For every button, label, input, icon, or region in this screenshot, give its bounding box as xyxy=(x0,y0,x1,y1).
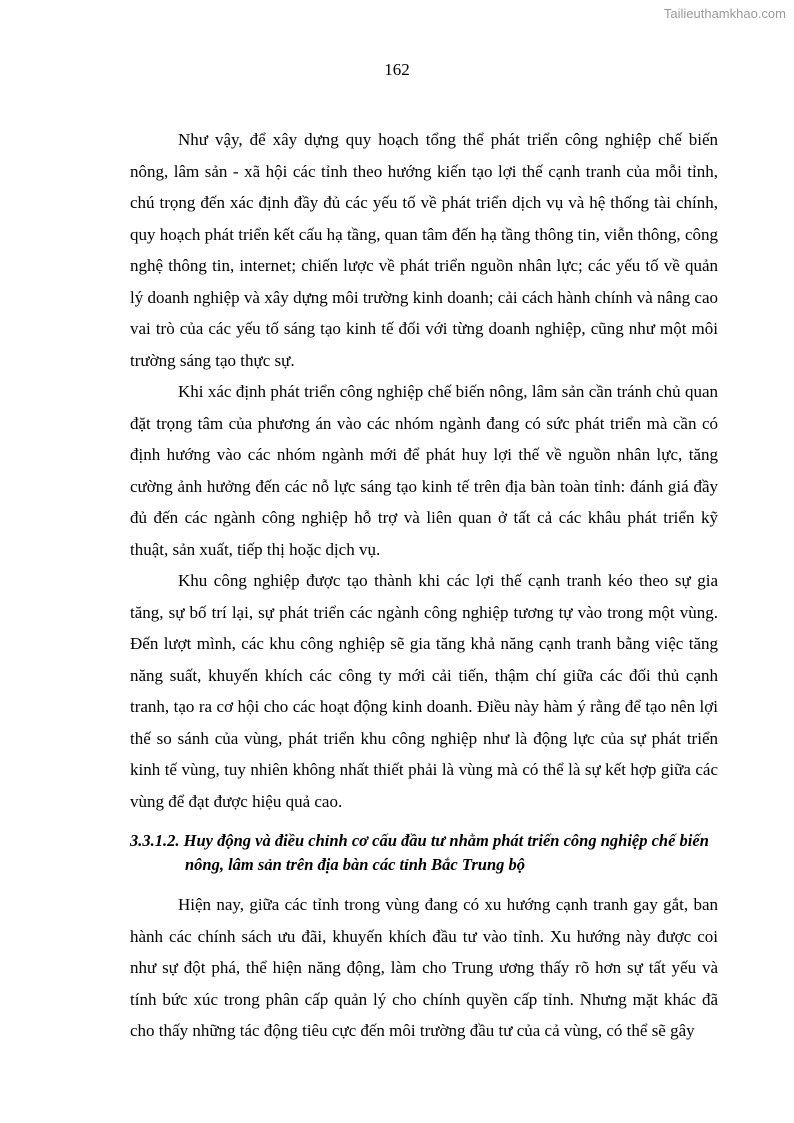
watermark-text: Tailieuthamkhao.com xyxy=(663,6,786,21)
paragraph-2: Khi xác định phát triển công nghiệp chế biến nông, lâm sản cần tránh chủ quan đặt trọng tâm của phương án vào các nhóm ngành đang có sức phát triển mà cần có định hướng vào các nhóm ngành mới để phát huy lợi thế về nguồn nhân lực, tăng cường ảnh hưởng đến các nỗ lực sáng tạo kinh tế trên địa bàn toàn tỉnh: đánh giá đầy đủ đến các ngành công nghiệp hỗ trợ và liên quan ở tất cả các khâu phát triển kỹ thuật, sản xuất, tiếp thị hoặc dịch vụ. xyxy=(130,382,718,559)
page-number: 162 xyxy=(384,60,410,79)
section-heading: 3.3.1.2. Huy động và điều chỉnh cơ cấu đầu tư nhằm phát triển công nghiệp chế biến nông, lâm sản trên địa bàn các tỉnh Bắc Trung bộ xyxy=(130,831,709,874)
document-body xyxy=(130,124,718,1047)
paragraph-4: Hiện nay, giữa các tỉnh trong vùng đang có xu hướng cạnh tranh gay gắt, ban hành các chính sách ưu đãi, khuyến khích đầu tư vào tỉnh. Xu hướng này được coi như sự đột phá, thể hiện năng động, làm cho Trung ương thấy rõ hơn sự tất yếu và tính bức xúc trong phân cấp quản lý cho chính quyền cấp tỉnh. Nhưng mặt khác đã cho thấy những tác động tiêu cực đến môi trường đầu tư của cả vùng, có thể sẽ gây xyxy=(130,895,718,1040)
paragraph-1: Như vậy, để xây dựng quy hoạch tổng thể phát triển công nghiệp chế biến nông, lâm sản - xã hội các tỉnh theo hướng kiến tạo lợi thế cạnh tranh của mỗi tỉnh, chú trọng đến xác định đầy đủ các yếu tố về phát triển dịch vụ và hệ thống tài chính, quy hoạch phát triển kết cấu hạ tầng, quan tâm đến hạ tầng thông tin, viễn thông, công nghệ thông tin, internet; chiến lược về phát triển nguồn nhân lực; các yếu tố về quản lý doanh nghiệp và xây dựng môi trường kinh doanh; cải cách hành chính và nâng cao vai trò của các yếu tố sáng tạo kinh tế đối với từng doanh nghiệp, cũng như một môi trường sáng tạo thực sự. xyxy=(130,130,718,370)
paragraph-3: Khu công nghiệp được tạo thành khi các lợi thế cạnh tranh kéo theo sự gia tăng, sự bố trí lại, sự phát triển các ngành công nghiệp tương tự vào trong một vùng. Đến lượt mình, các khu công nghiệp sẽ gia tăng khả năng cạnh tranh bằng việc tăng năng suất, khuyến khích các công ty mới cải tiến, thậm chí giữa các đối thủ cạnh tranh, tạo ra cơ hội cho các hoạt động kinh doanh. Điều này hàm ý rằng để tạo nên lợi thế so sánh của vùng, phát triển khu công nghiệp như là động lực của sự phát triển kinh tế vùng, tuy nhiên không nhất thiết phải là vùng mà có thể là sự kết hợp giữa các vùng để đạt được hiệu quả cao. xyxy=(130,571,718,811)
